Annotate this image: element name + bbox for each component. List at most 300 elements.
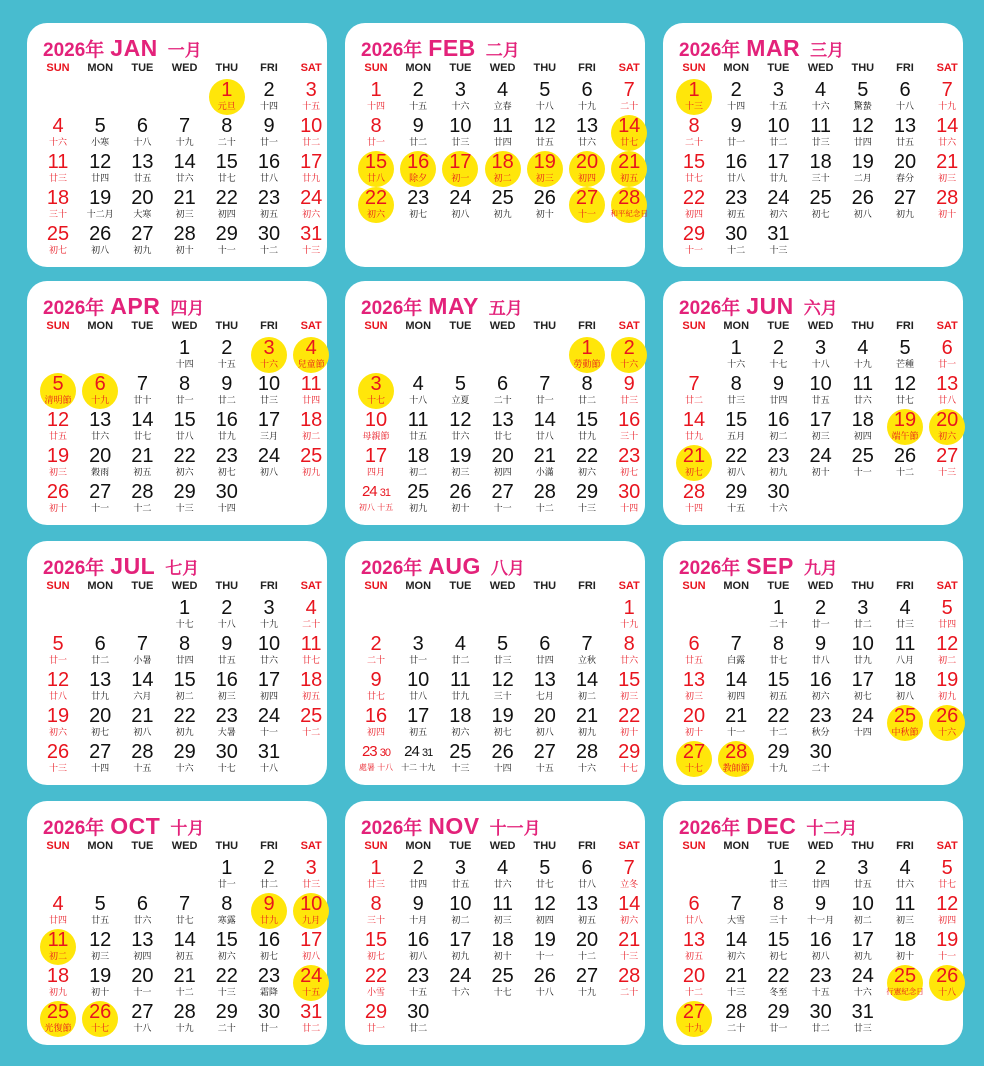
day-number: 18 bbox=[300, 409, 323, 431]
lunar-date: 十一 bbox=[938, 951, 957, 961]
day-cell bbox=[206, 222, 248, 258]
day-cell bbox=[397, 114, 439, 150]
lunar-date: 十三 bbox=[727, 987, 746, 997]
day-number: 15 bbox=[575, 409, 599, 431]
weekday-label: TUE bbox=[131, 62, 154, 74]
day-number: 10 bbox=[809, 373, 832, 395]
day-cell bbox=[164, 186, 206, 222]
month-name: AUG bbox=[428, 553, 481, 579]
day-cell bbox=[715, 78, 757, 114]
day-cell bbox=[757, 372, 799, 408]
lunar-date: 端午節 bbox=[891, 431, 919, 441]
day-number: 7 bbox=[179, 893, 191, 915]
day-cell bbox=[37, 444, 79, 480]
lunar-date: 十五 bbox=[409, 101, 428, 111]
lunar-date: 廿三 bbox=[769, 879, 788, 889]
day-cell bbox=[248, 596, 290, 632]
day-number: 28 bbox=[131, 741, 154, 763]
lunar-date: 二十 bbox=[217, 1023, 236, 1033]
lunar-date: 廿一 bbox=[811, 619, 830, 629]
day-cell bbox=[121, 480, 163, 516]
day-cell bbox=[842, 408, 884, 444]
day-cell bbox=[37, 668, 79, 704]
day-number: 19 bbox=[851, 151, 874, 173]
day-cell bbox=[524, 740, 566, 776]
day-cell bbox=[884, 928, 926, 964]
month-card-apr bbox=[27, 281, 327, 525]
day-number: 16 bbox=[767, 409, 790, 431]
weekday-label: SAT bbox=[300, 62, 322, 74]
day-cell bbox=[842, 1000, 884, 1036]
day-number: 2 bbox=[221, 337, 233, 359]
day-number: 12 bbox=[46, 409, 70, 431]
lunar-date: 十九 bbox=[577, 987, 596, 997]
day-number: 20 bbox=[893, 151, 917, 173]
month-name: NOV bbox=[428, 813, 480, 839]
lunar-date: 十六 bbox=[259, 359, 278, 369]
weekday-label: FRI bbox=[896, 580, 914, 592]
lunar-date: 初二 bbox=[302, 431, 321, 441]
day-number: 25 bbox=[46, 1001, 70, 1023]
day-number: 12 bbox=[533, 893, 556, 915]
weekday-label: THU bbox=[215, 840, 239, 852]
day-number: 2 bbox=[263, 857, 275, 879]
day-number: 24 bbox=[257, 705, 281, 727]
day-number: 30 bbox=[215, 741, 238, 763]
lunar-date: 驚蟄 bbox=[853, 101, 872, 111]
lunar-date: 初六 bbox=[451, 727, 470, 737]
lunar-date: 十四 bbox=[727, 101, 746, 111]
month-card-nov bbox=[345, 801, 645, 1045]
lunar-date: 廿七 bbox=[620, 137, 639, 147]
day-number: 4 bbox=[52, 893, 64, 915]
day-number: 13 bbox=[89, 409, 112, 431]
day-number: 19 bbox=[491, 705, 514, 727]
day-number: 16 bbox=[407, 929, 430, 951]
lunar-date: 十二 bbox=[895, 467, 914, 477]
day-number: 11 bbox=[47, 151, 69, 173]
day-number: 6 bbox=[136, 115, 148, 137]
lunar-date: 十四 bbox=[175, 359, 194, 369]
weekday-label: FRI bbox=[896, 840, 914, 852]
day-number: 21 bbox=[173, 187, 196, 209]
day-cell bbox=[926, 372, 968, 408]
weekday-label: MON bbox=[723, 840, 750, 852]
day-cell-holiday bbox=[439, 150, 481, 186]
lunar-date: 廿七 bbox=[217, 173, 236, 183]
day-number: 22 bbox=[682, 187, 706, 209]
day-number: 25 bbox=[46, 223, 70, 245]
day-number: 3 bbox=[305, 79, 317, 101]
lunar-date: 廿三 bbox=[811, 137, 830, 147]
day-cell bbox=[206, 372, 248, 408]
day-cell-holiday bbox=[715, 740, 757, 776]
lunar-date: 小滿 bbox=[535, 467, 554, 477]
day-number: 7 bbox=[136, 373, 148, 395]
day-number: 13 bbox=[491, 409, 514, 431]
day-number: 14 bbox=[936, 115, 959, 137]
lunar-date: 廿一 bbox=[535, 395, 554, 405]
lunar-date: 廿九 bbox=[217, 431, 236, 441]
day-number: 6 bbox=[688, 633, 700, 655]
day-number: 31 bbox=[300, 1001, 323, 1023]
day-number: 20 bbox=[575, 929, 599, 951]
day-cell bbox=[842, 78, 884, 114]
day-cell bbox=[397, 444, 439, 480]
lunar-date: 廿五 bbox=[684, 655, 703, 665]
day-cell bbox=[524, 964, 566, 1000]
lunar-date: 立春 bbox=[493, 101, 512, 111]
day-cell bbox=[800, 596, 842, 632]
weekday-label: MON bbox=[405, 840, 432, 852]
day-number: 16 bbox=[215, 669, 238, 691]
day-cell bbox=[608, 856, 650, 892]
lunar-date: 初四 bbox=[938, 915, 957, 925]
day-cell bbox=[715, 408, 757, 444]
day-cell bbox=[37, 150, 79, 186]
lunar-date: 廿二 bbox=[409, 137, 428, 147]
lunar-date: 初四 bbox=[853, 431, 872, 441]
day-number: 27 bbox=[575, 187, 599, 209]
day-cell bbox=[79, 480, 121, 516]
lunar-date: 初三 bbox=[535, 173, 554, 183]
day-cell bbox=[524, 114, 566, 150]
day-number: 16 bbox=[364, 705, 388, 727]
month-name: APR bbox=[110, 293, 161, 319]
day-cell bbox=[248, 186, 290, 222]
lunar-date: 初六 bbox=[769, 209, 788, 219]
month-name: MAR bbox=[746, 35, 801, 61]
day-number: 4 bbox=[497, 79, 509, 101]
day-cell bbox=[715, 114, 757, 150]
day-number: 9 bbox=[772, 373, 784, 395]
lunar-date: 三十 bbox=[493, 691, 512, 701]
day-number: 22 bbox=[767, 705, 790, 727]
day-cell-holiday bbox=[673, 444, 715, 480]
day-number: 1 bbox=[623, 597, 635, 619]
lunar-date: 寒露 bbox=[217, 915, 236, 925]
day-cell bbox=[79, 114, 121, 150]
lunar-date-secondary: 十九 bbox=[419, 763, 436, 772]
lunar-date: 廿五 bbox=[409, 431, 428, 441]
day-number: 14 bbox=[533, 409, 556, 431]
lunar-date: 十三 bbox=[302, 245, 321, 255]
day-cell bbox=[884, 150, 926, 186]
day-cell bbox=[290, 408, 332, 444]
day-cell bbox=[608, 964, 650, 1000]
day-cell-holiday bbox=[482, 150, 524, 186]
day-cell bbox=[715, 964, 757, 1000]
weekday-label: TUE bbox=[449, 580, 472, 592]
day-number: 27 bbox=[89, 481, 112, 503]
month-header bbox=[679, 811, 857, 841]
day-cell bbox=[800, 632, 842, 668]
weekday-label: MON bbox=[723, 580, 750, 592]
day-cell bbox=[757, 408, 799, 444]
day-cell bbox=[926, 336, 968, 372]
lunar-date: 初一 bbox=[451, 173, 470, 183]
day-cell bbox=[248, 150, 290, 186]
lunar-date: 廿二 bbox=[769, 137, 788, 147]
day-number: 27 bbox=[936, 445, 959, 467]
day-cell bbox=[37, 480, 79, 516]
lunar-date: 霜降 bbox=[259, 987, 278, 997]
day-number: 1 bbox=[581, 337, 593, 359]
lunar-date: 廿七 bbox=[684, 173, 703, 183]
weekday-label: THU bbox=[851, 580, 875, 592]
lunar-date: 十五 bbox=[769, 101, 788, 111]
day-cell bbox=[164, 480, 206, 516]
lunar-date: 初八 bbox=[409, 951, 428, 961]
lunar-date: 廿五 bbox=[895, 137, 914, 147]
day-cell bbox=[757, 1000, 799, 1036]
lunar-date: 廿二 bbox=[451, 655, 470, 665]
lunar-date: 廿二 bbox=[91, 655, 110, 665]
day-cell bbox=[164, 408, 206, 444]
day-cell-holiday bbox=[37, 928, 79, 964]
day-number: 14 bbox=[618, 893, 641, 915]
lunar-date: 初十 bbox=[620, 727, 639, 737]
lunar-date: 廿八 bbox=[684, 915, 703, 925]
year-label: 2026年 bbox=[361, 558, 423, 579]
day-cell bbox=[715, 632, 757, 668]
day-cell bbox=[164, 444, 206, 480]
month-header bbox=[361, 551, 525, 581]
day-cell bbox=[79, 632, 121, 668]
day-cell bbox=[121, 222, 163, 258]
lunar-date: 廿四 bbox=[853, 137, 872, 147]
weekday-label: MON bbox=[405, 320, 432, 332]
day-number: 10 bbox=[300, 115, 323, 137]
day-cell bbox=[884, 114, 926, 150]
lunar-date: 廿一 bbox=[175, 395, 194, 405]
lunar-date: 三十 bbox=[769, 915, 788, 925]
day-number: 20 bbox=[131, 965, 154, 987]
lunar-date: 十六 bbox=[175, 763, 194, 773]
lunar-date: 勞動節 bbox=[573, 359, 601, 369]
day-number: 20 bbox=[533, 705, 556, 727]
day-cell bbox=[164, 114, 206, 150]
day-cell bbox=[355, 856, 397, 892]
day-number: 5 bbox=[94, 115, 106, 137]
day-cell bbox=[673, 408, 715, 444]
day-cell bbox=[121, 668, 163, 704]
day-cell bbox=[121, 408, 163, 444]
month-name: DEC bbox=[746, 813, 797, 839]
month-name: JUL bbox=[110, 553, 156, 579]
day-cell bbox=[290, 1000, 332, 1036]
day-number: 23 bbox=[257, 965, 281, 987]
day-number: 21 bbox=[725, 965, 748, 987]
lunar-date: 十三 bbox=[451, 763, 470, 773]
day-number: 21 bbox=[131, 705, 154, 727]
day-cell bbox=[673, 928, 715, 964]
day-cell bbox=[566, 408, 608, 444]
lunar-date: 初八 bbox=[451, 209, 470, 219]
day-cell-holiday bbox=[397, 150, 439, 186]
day-number: 23 bbox=[809, 705, 832, 727]
day-cell bbox=[482, 186, 524, 222]
day-number: 11 bbox=[300, 373, 322, 395]
lunar-date: 廿九 bbox=[259, 915, 278, 925]
day-cell bbox=[121, 704, 163, 740]
lunar-date: 廿九 bbox=[91, 691, 110, 701]
weekday-label: WED bbox=[807, 320, 834, 332]
month-header bbox=[43, 291, 204, 321]
lunar-date: 初九 bbox=[451, 951, 470, 961]
day-number: 22 bbox=[364, 965, 388, 987]
lunar-date: 冬至 bbox=[769, 987, 788, 997]
day-cell bbox=[121, 114, 163, 150]
day-number: 13 bbox=[936, 373, 959, 395]
day-number: 18 bbox=[407, 445, 430, 467]
day-cell bbox=[800, 964, 842, 1000]
day-number: 30 bbox=[809, 741, 832, 763]
day-number: 21 bbox=[618, 929, 641, 951]
day-number: 20 bbox=[131, 187, 154, 209]
day-number: 5 bbox=[454, 373, 466, 395]
lunar-date: 廿四 bbox=[769, 395, 788, 405]
day-number: 16 bbox=[215, 409, 238, 431]
day-number: 28 bbox=[725, 741, 748, 763]
day-number: 8 bbox=[772, 893, 784, 915]
lunar-date: 初四 bbox=[366, 727, 385, 737]
weekday-label: WED bbox=[489, 62, 516, 74]
day-cell bbox=[884, 336, 926, 372]
weekday-label: SUN bbox=[682, 840, 706, 852]
lunar-date bbox=[394, 763, 442, 773]
day-number: 9 bbox=[815, 893, 827, 915]
day-number: 15 bbox=[682, 151, 706, 173]
day-number: 2 bbox=[815, 857, 827, 879]
day-cell bbox=[248, 704, 290, 740]
day-number: 10 bbox=[364, 409, 388, 431]
day-number: 27 bbox=[575, 965, 599, 987]
lunar-date: 初四 bbox=[217, 209, 236, 219]
day-cell bbox=[206, 480, 248, 516]
day-cell bbox=[164, 222, 206, 258]
lunar-date: 元旦 bbox=[217, 101, 236, 111]
lunar-date bbox=[352, 763, 400, 773]
lunar-date: 初五 bbox=[259, 209, 278, 219]
day-number: 13 bbox=[131, 151, 154, 173]
day-number: 1 bbox=[772, 597, 784, 619]
day-number: 9 bbox=[412, 115, 424, 137]
lunar-date: 十六 bbox=[769, 503, 788, 513]
lunar-date: 廿五 bbox=[853, 879, 872, 889]
lunar-date: 十七 bbox=[493, 987, 512, 997]
lunar-date: 清明節 bbox=[44, 395, 72, 405]
day-cell bbox=[800, 668, 842, 704]
day-cell bbox=[79, 928, 121, 964]
day-number: 29 bbox=[682, 223, 706, 245]
day-number: 24 bbox=[300, 965, 323, 987]
lunar-date: 小雪 bbox=[366, 987, 385, 997]
day-number: 18 bbox=[46, 965, 70, 987]
day-number: 12 bbox=[46, 669, 70, 691]
day-number: 28 bbox=[725, 1001, 748, 1023]
day-cell bbox=[397, 928, 439, 964]
day-cell bbox=[926, 444, 968, 480]
day-number: 6 bbox=[136, 893, 148, 915]
day-number: 29 bbox=[215, 1001, 238, 1023]
day-cell bbox=[206, 114, 248, 150]
lunar-date: 三十 bbox=[620, 431, 639, 441]
lunar-date: 廿六 bbox=[175, 173, 194, 183]
day-cell bbox=[566, 964, 608, 1000]
day-cell bbox=[397, 740, 439, 776]
lunar-date: 廿一 bbox=[769, 1023, 788, 1033]
day-cell bbox=[290, 114, 332, 150]
day-cell bbox=[524, 78, 566, 114]
day-number: 19 bbox=[533, 929, 556, 951]
lunar-date: 十三 bbox=[175, 503, 194, 513]
lunar-date: 二十 bbox=[493, 395, 512, 405]
day-cell bbox=[248, 78, 290, 114]
day-number: 17 bbox=[851, 929, 874, 951]
day-cell bbox=[524, 632, 566, 668]
lunar-date: 十六 bbox=[48, 137, 67, 147]
day-cell bbox=[397, 668, 439, 704]
lunar-date: 初三 bbox=[493, 915, 512, 925]
day-number: 25 bbox=[893, 705, 917, 727]
month-card-oct bbox=[27, 801, 327, 1045]
day-number: 25 bbox=[491, 965, 514, 987]
day-cell-holiday bbox=[355, 186, 397, 222]
weekday-label: FRI bbox=[260, 62, 278, 74]
lunar-date: 芒種 bbox=[895, 359, 914, 369]
month-name-chinese: 四月 bbox=[170, 299, 205, 318]
day-number: 6 bbox=[539, 633, 551, 655]
day-cell bbox=[248, 114, 290, 150]
weekday-label: SAT bbox=[936, 580, 958, 592]
weekday-label: FRI bbox=[578, 320, 596, 332]
day-number: 1 bbox=[221, 857, 233, 879]
day-number: 18 bbox=[491, 151, 514, 173]
lunar-date: 廿五 bbox=[535, 137, 554, 147]
day-number: 14 bbox=[618, 115, 641, 137]
lunar-date: 十九 bbox=[259, 619, 278, 629]
day-number: 2 bbox=[772, 337, 784, 359]
day-cell bbox=[290, 596, 332, 632]
day-number: 6 bbox=[688, 893, 700, 915]
day-number: 6 bbox=[899, 79, 911, 101]
weekday-label: THU bbox=[533, 320, 557, 332]
day-number: 28 bbox=[618, 965, 641, 987]
day-number: 6 bbox=[581, 857, 593, 879]
lunar-date: 初四 bbox=[535, 915, 554, 925]
day-number: 8 bbox=[221, 115, 233, 137]
lunar-date: 二十 bbox=[366, 655, 385, 665]
day-number: 10 bbox=[257, 373, 281, 395]
day-number: 21 bbox=[131, 445, 154, 467]
day-number-secondary: 30 bbox=[379, 747, 391, 759]
day-number: 1 bbox=[730, 337, 742, 359]
day-cell bbox=[608, 704, 650, 740]
weekday-label: SAT bbox=[936, 62, 958, 74]
lunar-date: 十一 bbox=[91, 503, 110, 513]
day-number: 4 bbox=[899, 857, 911, 879]
day-number: 15 bbox=[618, 669, 641, 691]
day-number: 25 bbox=[449, 741, 472, 763]
day-cell bbox=[608, 928, 650, 964]
weekday-label: SUN bbox=[364, 62, 388, 74]
day-number: 9 bbox=[263, 893, 275, 915]
day-cell bbox=[757, 632, 799, 668]
day-cell bbox=[800, 856, 842, 892]
day-number: 30 bbox=[618, 481, 641, 503]
day-number: 27 bbox=[131, 1001, 154, 1023]
